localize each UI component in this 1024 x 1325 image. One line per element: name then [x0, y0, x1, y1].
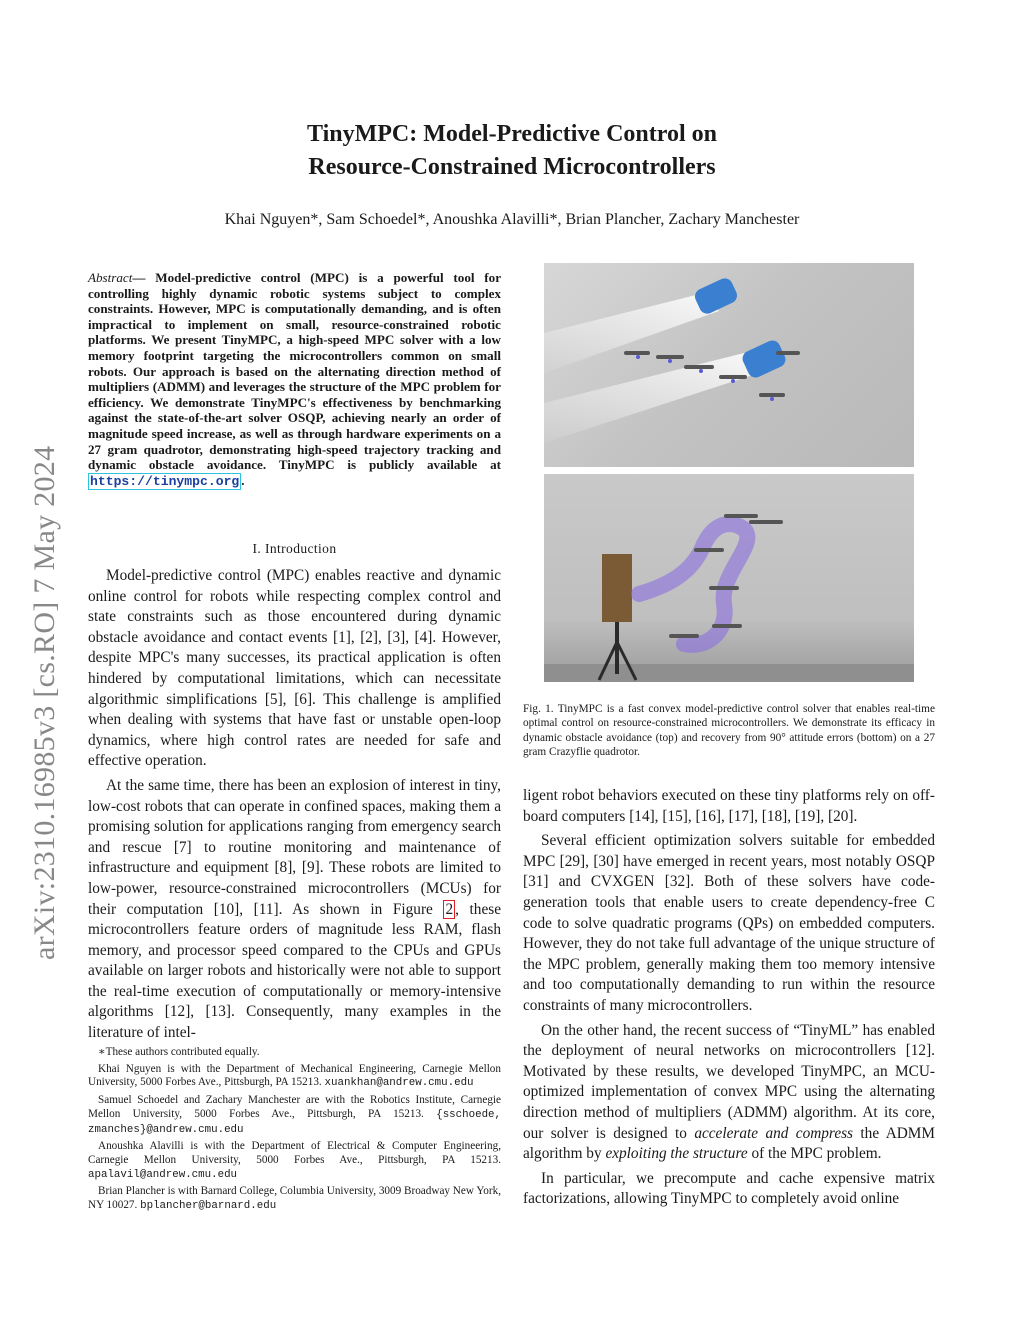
figure-1-bottom-photo [544, 474, 914, 682]
abstract-end: . [241, 472, 245, 488]
footnote-sam [88, 1094, 501, 1137]
abstract-label: Abstract [88, 270, 133, 285]
footnote-khai [88, 1063, 501, 1091]
right-paragraph-3: In particular, we precompute and cache expensive matrix factorizations, allowing TinyMPC to completely avoid online [523, 1169, 935, 1208]
footnote-anoushka [88, 1140, 501, 1182]
attitude-recovery-photo [544, 474, 914, 682]
figure-1-caption: Fig. 1. TinyMPC is a fast convex model-predictive control solver that enables real-time optimal control on resource-constrained microcontrollers. We demonstrate its efficacy in dynamic obstacle avoidance (top) and recovery from 90° attitude errors (bottom) on a 27 gram Crazyflie quadrotor. [523, 703, 935, 759]
project-url-link[interactable]: https://tinympc.org [90, 473, 240, 489]
right-p2-emphasis-1: accelerate and compress [694, 1124, 854, 1142]
email-khai: xuankhan@andrew.cmu.edu [324, 1077, 474, 1090]
email-brian: bplancher@barnard.edu [140, 1200, 277, 1213]
figure-1-top-photo [544, 263, 914, 467]
obstacle-avoidance-photo [544, 263, 914, 467]
section-heading-introduction: I. Introduction [252, 541, 337, 556]
footnote-equal-contribution: ∗These authors contributed equally. [98, 1046, 260, 1058]
intro-paragraph-1: Model-predictive control (MPC) enables reactive and dynamic online control for robots while respecting complex control and state constraints such as those encountered during dynamic obstacle avoidance and contact events [1], [2], [3], [4]. However, despite MPC's many successes, its practical application is often hindered by computational limitations, which can necessitate algorithmic simplifications [5], [6]. This challenge is amplified when dealing with systems that have fast or unstable open-loop dynamics, where high control rates are needed for safe and effective operation. [88, 567, 501, 770]
right-paragraph-1: Several efficient optimization solvers suitable for embedded MPC [29], [30] have emerged in recent years, most notably OSQP [31] and CVXGEN [32]. Both of these solvers have code-generation tools that enable users to create dependency-free C code to solve quadratic programs (QPs) on embedded computers. However, they do not take full advantage of the unique structure of the MPC problem, generally making them too memory intensive and too computationally demanding to run within the resource constraints of many microcontrollers. [523, 832, 935, 1014]
intro-p2-part-a: At the same time, there has been an explosion of interest in tiny, low-cost robots that can operate in confined spaces, making them a promising solution for applications ranging from emergency search and rescue [7] to routine monitoring and maintenance of infrastructure and equipment [8], [9]. These robots are limited to low-power, resource-constrained microcontrollers (MCUs) for their computation [10], [11]. As shown in Figure [88, 776, 501, 918]
abstract [88, 270, 501, 489]
footnote-sam-text: Samuel Schoedel and Zachary Manchester are with the Robotics Institute, Carnegie Mellon University, 5000 Forbes Ave., Pittsburgh, PA 15213. [88, 1094, 501, 1120]
right-paragraph-2 [523, 1021, 935, 1165]
title-line-2: Resource-Constrained Microcontrollers [308, 154, 716, 180]
intro-column [88, 566, 501, 1044]
abstract-body: — Model-predictive control (MPC) is a powerful tool for controlling highly dynamic robotic systems subject to complex constraints. However, MPC is computationally demanding, and is often impractical to implement on small, resource-constrained robotic platforms. We present TinyMPC, a high-speed MPC solver with a low memory footprint targeting the microcontrollers common on small robots. Our approach is based on the alternating direction method of multipliers (ADMM) and leverages the structure of the MPC problem for efficiency. We demonstrate TinyMPC's effectiveness by benchmarking against the state-of-the-art solver OSQP, achieving nearly an order of magnitude speed increase, as well as through hardware experiments on a 27 gram quadrotor, demonstrating high-speed trajectory tracking and dynamic obstacle avoidance. TinyMPC is publicly available at [88, 270, 501, 473]
footnote-anoushka-text: Anoushka Alavilli is with the Department of Electrical & Computer Engineering, Carnegie Mellon University, 5000 Forbes Ave., Pittsburgh, PA 15213. [88, 1140, 501, 1166]
email-sam-zac: {sschoede, zmanches}@andrew.cmu.edu [88, 1108, 502, 1136]
footnotes [88, 1046, 501, 1217]
launch-mount [602, 554, 632, 622]
intro-p2-part-b: , these microcontrollers feature orders of magnitude less RAM, flash memory, and processor speed compared to the CPUs and GPUs available on larger robots and historically were not able to support the real-time execution of computationally or memory-intensive algorithms [12], [13]. Consequently, many examples in the literature of intel- [88, 900, 501, 1042]
figure-2-link[interactable]: 2 [445, 900, 454, 918]
footnote-khai-text: Khai Nguyen is with the Department of Mechanical Engineering, Carnegie Mellon University, 5000 Forbes Ave., Pittsburgh, PA 15213. [88, 1062, 501, 1089]
motion-blur-streak [544, 293, 719, 373]
author-list: Khai Nguyen*, Sam Schoedel*, Anoushka Alavilli*, Brian Plancher, Zachary Manchester [224, 211, 800, 228]
right-p2-part-c: of the MPC problem. [747, 1145, 882, 1163]
title-line-1: TinyMPC: Model-Predictive Control on [307, 121, 717, 147]
arxiv-identifier: arXiv:2310.16985v3 [cs.RO] 7 May 2024 [28, 445, 61, 960]
footnote-brian-text: Brian Plancher is with Barnard College, Columbia University, 3009 Broadway New York, NY 10027. [88, 1185, 501, 1212]
right-p2-part-b: the ADMM algorithm by [523, 1124, 935, 1163]
footnote-brian [88, 1185, 501, 1213]
right-p2-part-a: On the other hand, the recent success of “TinyML” has enabled the deployment of neural networks on microcontrollers [12]. Motivated by these results, we developed TinyMPC, an MCU-optimized implementation of convex MPC using the alternating direction method of multipliers (ADMM) algorithm. At its core, our solver is designed to [523, 1021, 935, 1142]
motion-blur-streak [544, 353, 759, 443]
right-p2-emphasis-2: exploiting the structure [605, 1145, 748, 1163]
right-paragraph-0: ligent robot behaviors executed on these tiny platforms rely on off-board computers [14], [15], [16], [17], [18], [19], [20]. [523, 787, 935, 825]
right-column [523, 786, 935, 1210]
email-anoushka: apalavil@andrew.cmu.edu [88, 1168, 238, 1181]
intro-paragraph-2 [88, 776, 501, 1044]
paper-title [0, 118, 1024, 184]
